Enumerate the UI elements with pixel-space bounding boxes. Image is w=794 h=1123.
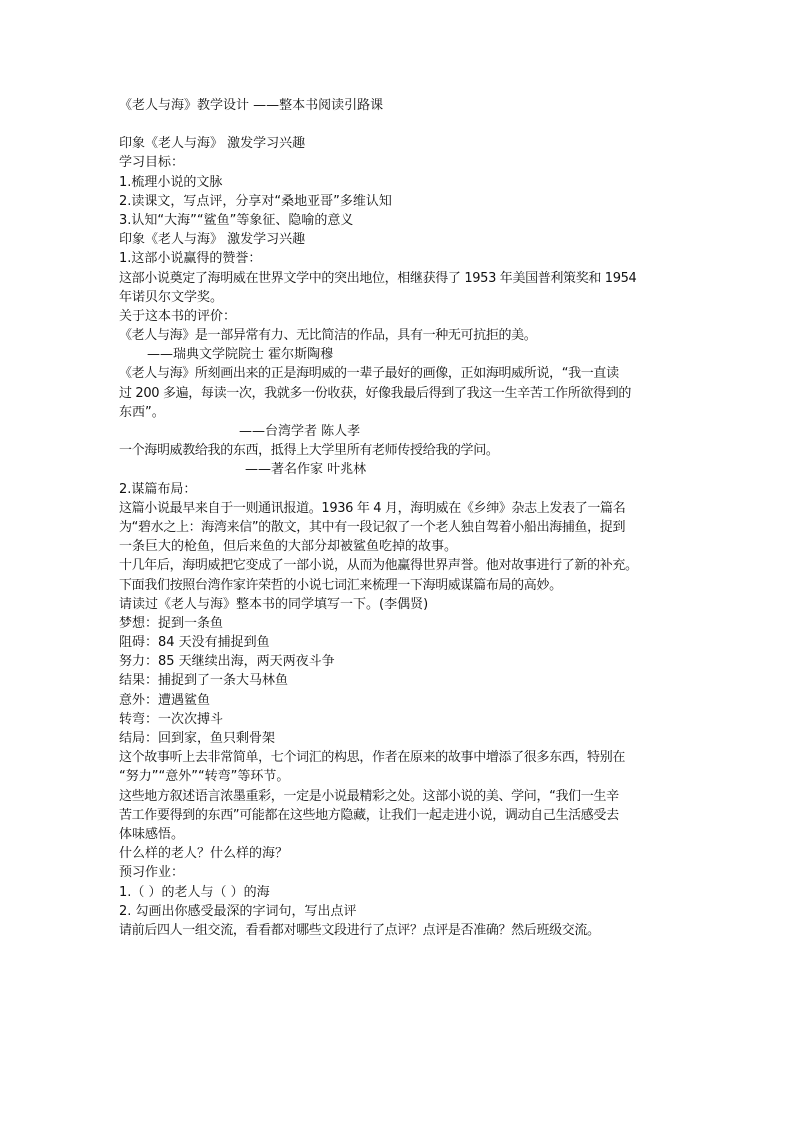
goal-item: 3.认知“大海”“鲨鱼”等象征、隐喻的意义 — [119, 212, 354, 228]
paragraph-line: 这篇小说最早来自于一则通讯报道。1936 年 4 月，海明威在《乡绅》杂志上发表了一篇名 — [119, 500, 626, 516]
page-title: 《老人与海》教学设计 ——整本书阅读引路课 — [119, 98, 384, 113]
seven-word-item: 转弯：一次次搏斗 — [119, 711, 224, 727]
quote-line: 《老人与海》所刻画出来的正是海明威的一辈子最好的画像，正如海明威所说，“我一直读 — [119, 366, 619, 382]
praise-heading: 1.这部小说赢得的赞誉： — [119, 251, 262, 267]
goals-heading: 学习目标： — [119, 155, 185, 171]
section-heading: 印象《老人与海》 激发学习兴趣 — [119, 136, 306, 152]
guiding-question: 什么样的老人？什么样的海？ — [119, 846, 289, 862]
section-heading-repeat: 印象《老人与海》 激发学习兴趣 — [119, 232, 306, 248]
quote-author: ——瑞典文学院院士 霍尔斯陶穆 — [147, 347, 334, 363]
layout-heading: 2.谋篇布局： — [119, 481, 197, 497]
paragraph-line: 这个故事听上去非常简单，七个词汇的构思，作者在原来的故事中增添了很多东西，特别在 — [119, 750, 626, 766]
seven-word-item: 结局：回到家，鱼只剩骨架 — [119, 731, 276, 746]
seven-word-item: 努力：85 天继续出海，两天两夜斗争 — [119, 654, 335, 670]
homework-item: 2. 勾画出你感受最深的字词句，写出点评 — [119, 903, 357, 919]
quote-line: 一个海明威教给我的东西，抵得上大学里所有老师传授给我的学问。 — [119, 443, 499, 459]
paragraph-line: 这些地方叙述语言浓墨重彩，一定是小说最精彩之处。这部小说的美、学问，“我们一生辛 — [119, 788, 619, 804]
goal-item: 1.梳理小说的文脉 — [119, 174, 223, 190]
homework-heading: 预习作业： — [119, 865, 185, 881]
document-page — [119, 96, 689, 940]
goal-item: 2.读课文，写点评，分享对“桑地亚哥”多维认知 — [119, 193, 392, 209]
paragraph-line: 下面我们按照台湾作家许荣哲的小说七词汇来梳理一下海明威谋篇布局的高妙。 — [119, 577, 562, 593]
seven-word-item: 梦想：捉到一条鱼 — [119, 615, 224, 631]
paragraph-line: 苦工作要得到的东西”可能都在这些地方隐藏，让我们一起走进小说，调动自己生活感受去 — [119, 807, 619, 823]
paragraph-line: 一条巨大的枪鱼，但后来鱼的大部分却被鲨鱼吃掉的故事。 — [119, 539, 458, 555]
quote-line: 《老人与海》是一部异常有力、无比简洁的作品，具有一种无可抗拒的美。 — [119, 328, 537, 344]
paragraph-line: 年诺贝尔文学奖。 — [119, 289, 224, 305]
review-heading: 关于这本书的评价： — [119, 308, 237, 324]
seven-word-item: 阻碍：84 天没有捕捉到鱼 — [119, 635, 270, 651]
paragraph-line: 十几年后，海明威把它变成了一部小说，从而为他赢得世界声誉。他对故事进行了新的补充。 — [119, 558, 638, 574]
seven-word-item: 结果：捕捉到了一条大马林鱼 — [119, 673, 289, 689]
paragraph-line: 体味感悟。 — [119, 826, 185, 842]
homework-final: 请前后四人一组交流，看看都对哪些文段进行了点评？点评是否准确？然后班级交流。 — [119, 922, 600, 938]
homework-item: 1.（ ）的老人与（ ）的海 — [119, 884, 270, 900]
quote-author: ——著名作家 叶兆林 — [245, 462, 367, 478]
quote-line: 过 200 多遍，每读一次，我就多一份收获，好像我最后得到了我这一生辛苦工作所欲得到的 — [119, 385, 632, 401]
paragraph-line: 为“碧水之上：海湾来信”的散文，其中有一段记叙了一个老人独自驾着小船出海捕鱼，捉到 — [119, 519, 626, 535]
quote-author: ——台湾学者 陈人孝 — [239, 424, 361, 439]
fill-prompt: 请读过《老人与海》整本书的同学填写一下。(李偶贤) — [119, 596, 429, 612]
seven-word-item: 意外：遭遇鲨鱼 — [119, 692, 211, 708]
paragraph-line: 这部小说奠定了海明威在世界文学中的突出地位，相继获得了 1953 年美国普利策奖和 1954 — [119, 270, 637, 286]
quote-line: 东西”。 — [119, 404, 165, 420]
paragraph-line: “努力”“意外”“转弯”等环节。 — [119, 769, 290, 785]
